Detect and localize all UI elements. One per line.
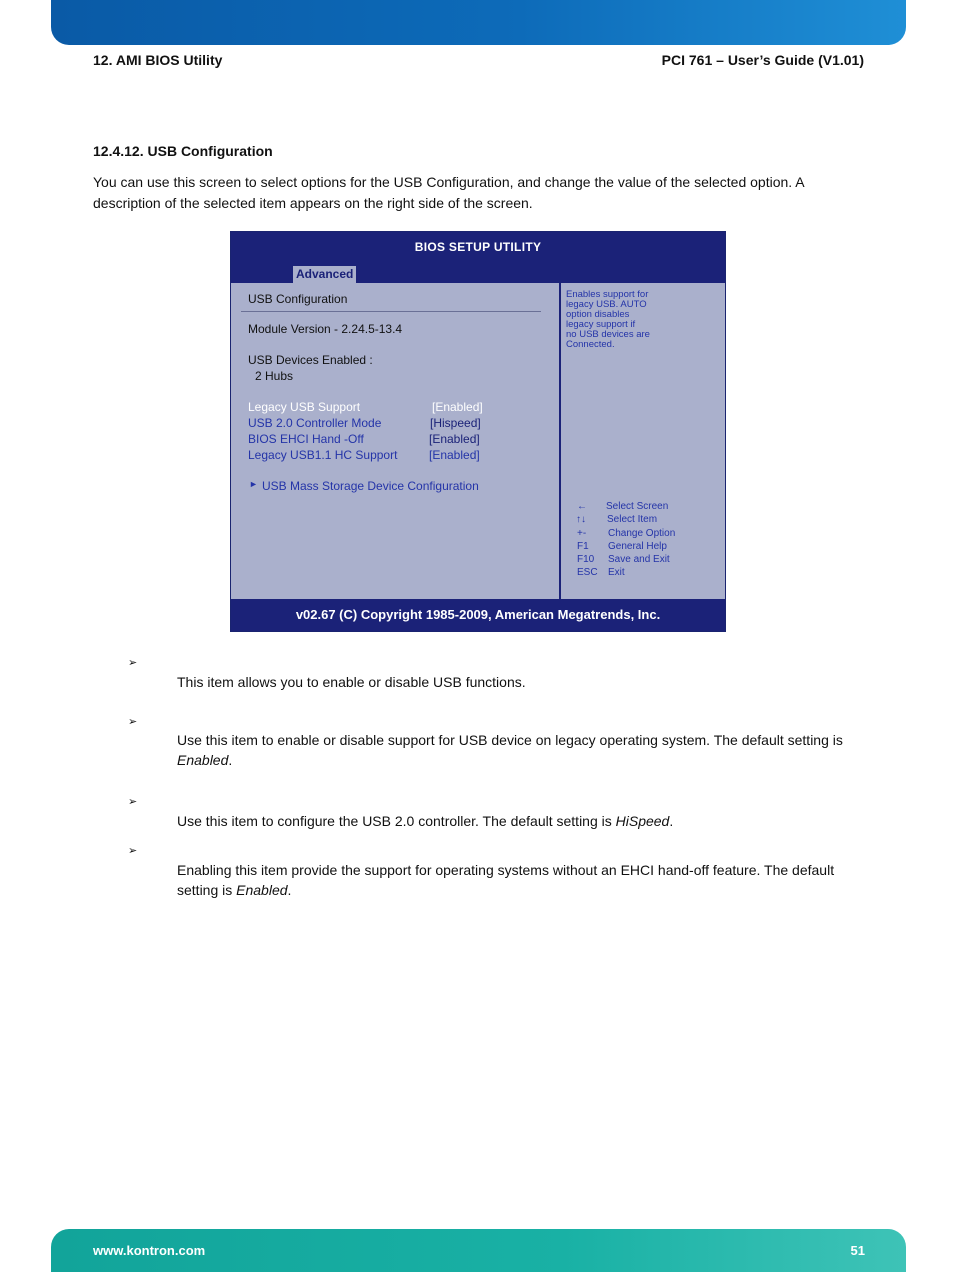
bios-screenshot [230, 231, 726, 632]
key-desc: Select Screen [606, 501, 669, 512]
section-title: 12.4.12. USB Configuration [93, 143, 273, 159]
website-link[interactable]: www.kontron.com [93, 1243, 206, 1258]
key-left-arrow-icon: ← [577, 501, 587, 512]
help-description: Enables support for legacy USB. AUTO option disables legacy support if no USB devices are Connected. [566, 289, 650, 350]
option-value: [Enabled] [429, 448, 480, 462]
option-label: BIOS EHCI Hand -Off [248, 432, 364, 446]
bios-title: BIOS SETUP UTILITY [414, 240, 542, 254]
item-description: Enabling this item provide the support for operating systems without an EHCI hand-off feature. The default setting is Enabled. [177, 862, 835, 898]
bullet-icon: ➢ [128, 845, 138, 857]
key-desc: Exit [608, 567, 625, 578]
key-label: ESC [577, 567, 598, 578]
tab-advanced: Advanced [293, 266, 356, 283]
key-updown-arrow-icon: ↑↓ [576, 514, 586, 525]
item-description: This item allows you to enable or disable USB functions. [177, 674, 526, 690]
bios-heading-rule [241, 311, 541, 312]
bios-heading: USB Configuration [248, 292, 348, 306]
bios-divider [559, 283, 561, 601]
option-value: [Enabled] [429, 432, 480, 446]
item-description: Use this item to enable or disable support for USB device on legacy operating system. The default setting is Enabled. [177, 732, 843, 768]
bios-footer: v02.67 (C) Copyright 1985-2009, American Megatrends, Inc. [231, 599, 725, 631]
bullet-icon: ➢ [128, 716, 138, 728]
option-label: Legacy USB1.1 HC Support [248, 448, 398, 462]
submenu-arrow-icon: ► [249, 479, 258, 489]
option-label: Legacy USB Support [248, 400, 361, 414]
bullet-icon: ➢ [128, 796, 138, 808]
key-label: F10 [577, 554, 595, 565]
key-desc: Change Option [608, 528, 676, 539]
module-version: Module Version - 2.24.5-13.4 [248, 322, 403, 336]
submenu-item: USB Mass Storage Device Configuration [262, 479, 479, 493]
devices-label: USB Devices Enabled : [248, 353, 373, 367]
key-desc: Save and Exit [608, 554, 670, 565]
bullet-icon: ➢ [128, 657, 138, 669]
option-value: [Hispeed] [430, 416, 481, 430]
intro-paragraph: You can use this screen to select options for the USB Configuration, and change the value of the selected option. A description of the selected item appears on the right side of the screen. [93, 174, 804, 211]
chapter-title: 12. AMI BIOS Utility [93, 52, 223, 68]
item-description: Use this item to configure the USB 2.0 controller. The default setting is HiSpeed. [177, 813, 674, 829]
key-label: F1 [577, 541, 589, 552]
option-value: [Enabled] [432, 400, 483, 414]
key-desc: General Help [608, 541, 667, 552]
key-label: +- [577, 528, 587, 539]
devices-value: 2 Hubs [255, 369, 294, 383]
key-desc: Select Item [607, 514, 658, 525]
page-number: 51 [850, 1243, 865, 1258]
option-label: USB 2.0 Controller Mode [248, 416, 382, 430]
guide-title: PCI 761 – User’s Guide (V1.01) [661, 52, 864, 68]
bios-header [231, 232, 725, 283]
header-band [51, 0, 906, 45]
